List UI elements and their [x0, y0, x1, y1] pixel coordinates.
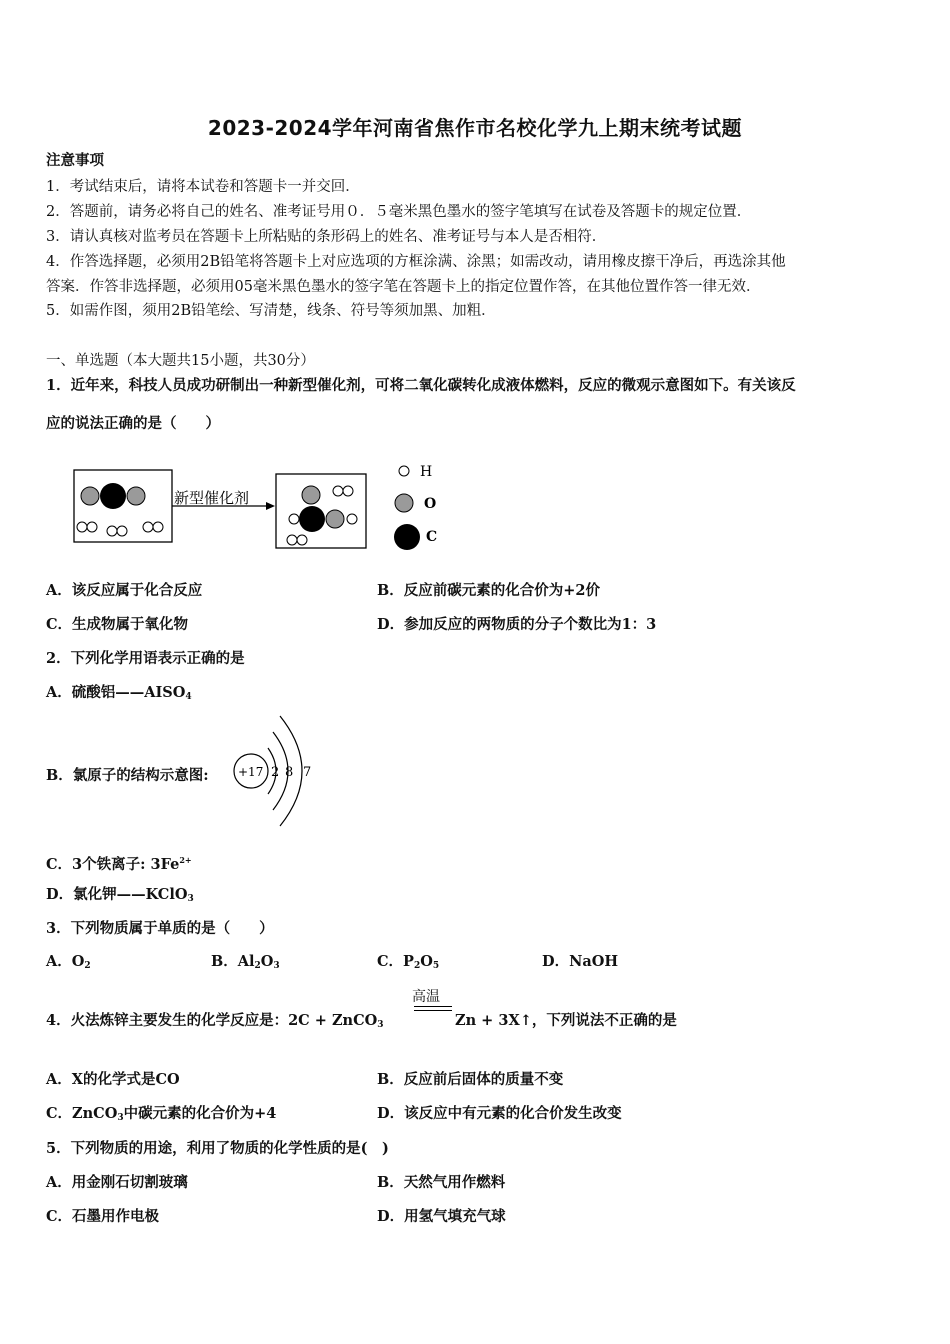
notice-item-5: 5．如需作图，须用2B铅笔绘、写清楚，线条、符号等须加黑、加粗．: [46, 303, 496, 319]
co2-oxygen-right: [127, 487, 145, 505]
reaction-micro-diagram: [70, 458, 450, 558]
q1-stem-line1: 1．近年来，科技人员成功研制出一种新型催化剂，可将二氧化碳转化成液体燃料，反应的微观示意图如下。有关该反: [46, 377, 796, 394]
q1-option-d: D．参加反应的两物质的分子个数比为1：3: [377, 616, 657, 633]
q4-option-d: D．该反应中有元素的化合价发生改变: [377, 1105, 622, 1122]
legend-h-icon: [399, 466, 409, 476]
q5-option-d: D．用氢气填充气球: [377, 1208, 506, 1225]
q2-option-d: D．氯化钾——KClO$_3$: [46, 886, 194, 904]
q1-option-a: A．该反应属于化合反应: [46, 582, 203, 599]
chlorine-atom-diagram: [228, 710, 328, 830]
q4-option-b: B．反应前后固体的质量不变: [377, 1071, 564, 1088]
q4-condition: 高温: [412, 989, 440, 1005]
q1-option-c: C．生成物属于氧化物: [46, 616, 189, 633]
shell-electrons-3: 7: [303, 765, 312, 780]
shell-electrons-1: 2: [271, 765, 280, 780]
q4-equals-sign: [414, 1006, 452, 1011]
notice-item-4-cont: 答案．作答非选择题，必须用05毫米黑色墨水的签字笔在答题卡上的指定位置作答，在其他位置作答一律无效．: [46, 279, 761, 295]
q2-stem: 2．下列化学用语表示正确的是: [46, 650, 245, 667]
nucleus-charge: +17: [238, 765, 264, 779]
product-carbon: [299, 506, 325, 532]
arrow-head-icon: [266, 502, 275, 510]
q4-option-c: C．ZnCO$_3$中碳元素的化合价为+4: [46, 1105, 277, 1123]
q3-option-a: A．$O_2$: [46, 953, 91, 971]
page-title: 2023-2024学年河南省焦作市名校化学九上期末统考试题: [207, 116, 743, 140]
q4-stem-prefix: 4．火法炼锌主要发生的化学反应是：2C + ZnCO$_3$: [46, 1012, 384, 1030]
q4-option-a: A．X的化学式是CO: [46, 1071, 180, 1088]
q3-option-b: B．$Al_2O_3$: [211, 953, 280, 971]
legend-h-label: H: [420, 464, 433, 480]
section-heading: 一、单选题（本大题共15小题，共30分）: [46, 353, 315, 369]
legend-o-icon: [395, 494, 413, 512]
notice-item-2: 2．答题前，请务必将自己的姓名、准考证号用０．５毫米黑色墨水的签字笔填写在试卷及答题卡的规定位置．: [46, 204, 752, 220]
q1-stem-line2: 应的说法正确的是（ ）: [46, 415, 220, 432]
legend-c-icon: [394, 524, 420, 550]
q1-option-b: B．反应前碳元素的化合价为+2价: [377, 582, 600, 599]
q2-option-c: C．3个铁离子: $3Fe^{2+}$: [46, 855, 192, 873]
q5-stem: 5．下列物质的用途，利用了物质的化学性质的是( ): [46, 1140, 389, 1157]
q3-option-c: C．$P_2O_5$: [377, 953, 440, 971]
q2-option-b: B．氯原子的结构示意图:: [46, 767, 209, 784]
notice-item-4: 4．作答选择题，必须用2B铅笔将答题卡上对应选项的方框涂满、涂黑；如需改动，请用橡皮擦干净后，再选涂其他: [46, 254, 786, 270]
q2-option-a: A．硫酸铝$——AISO_4$: [46, 684, 192, 702]
q5-option-a: A．用金刚石切割玻璃: [46, 1174, 188, 1191]
co2-carbon: [100, 483, 126, 509]
product-oxygen: [302, 486, 320, 504]
notice-heading: 注意事项: [46, 152, 104, 169]
legend-o-label: O: [424, 496, 437, 512]
q5-option-c: C．石墨用作电极: [46, 1208, 160, 1225]
shell-electrons-2: 8: [285, 765, 294, 780]
product-oxygen-2: [326, 510, 344, 528]
q3-stem: 3．下列物质属于单质的是（ ）: [46, 920, 274, 937]
legend-c-label: C: [426, 529, 438, 545]
notice-item-3: 3．请认真核对监考员在答题卡上所粘贴的条形码上的姓名、准考证号与本人是否相符．: [46, 229, 607, 245]
q4-stem-suffix: Zn + 3X↑，下列说法不正确的是: [455, 1012, 677, 1029]
q3-option-d: D．NaOH: [542, 953, 619, 970]
q5-option-b: B．天然气用作燃料: [377, 1174, 506, 1191]
co2-oxygen-left: [81, 487, 99, 505]
catalyst-label: 新型催化剂: [174, 489, 250, 507]
notice-item-1: 1．考试结束后，请将本试卷和答题卡一并交回．: [46, 179, 360, 195]
